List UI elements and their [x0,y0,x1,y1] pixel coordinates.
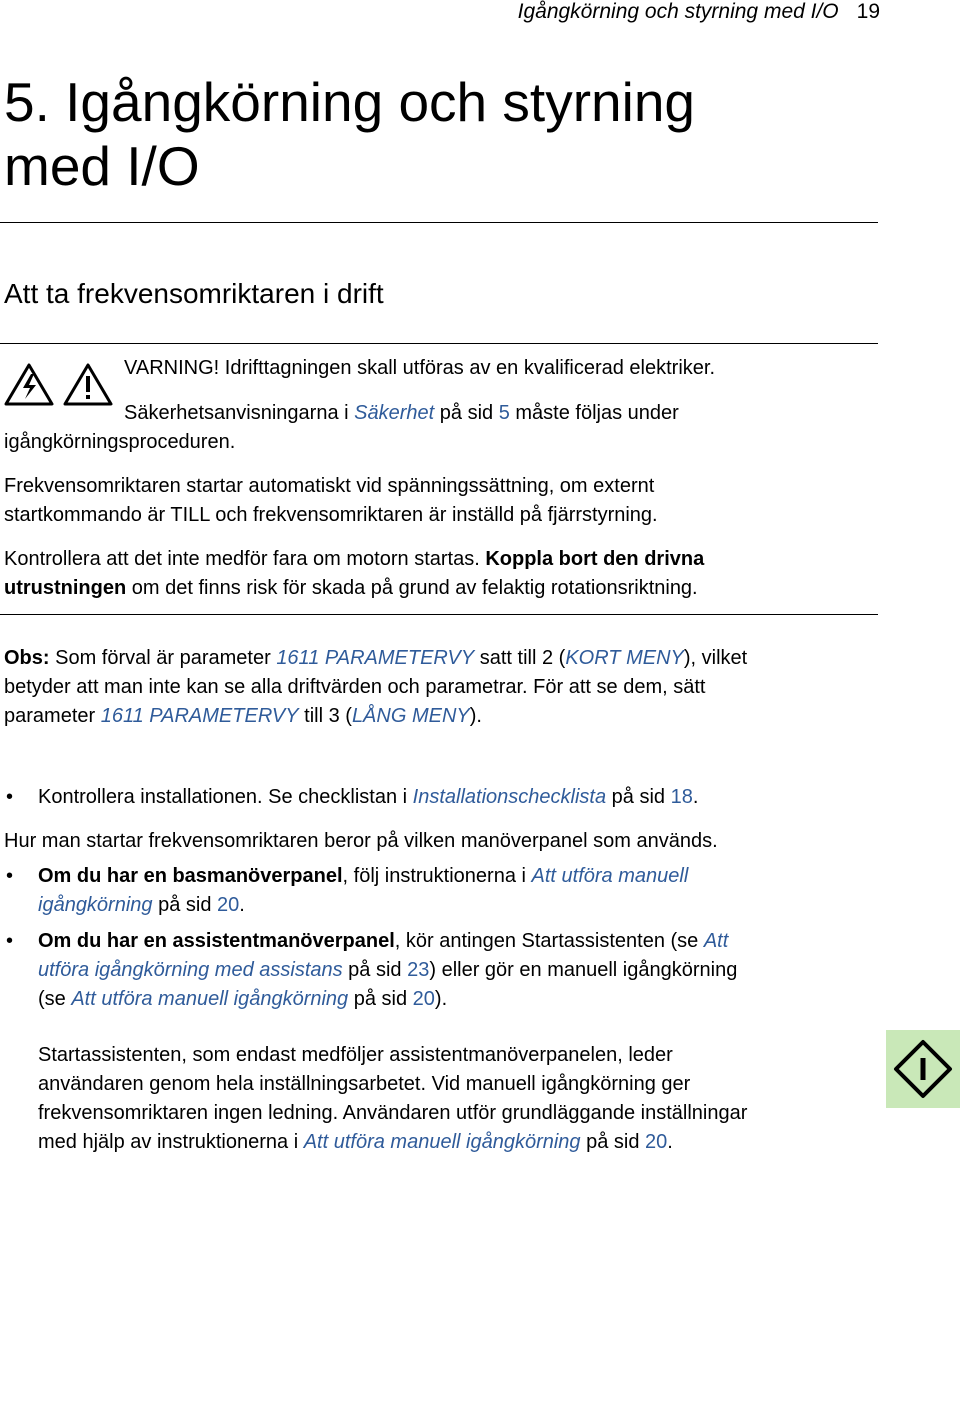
bullet-item-basic-panel: Om du har en basmanöverpanel, följ instruktionerna i Att utföra manuell igångkörning på sid 20. [38,865,689,916]
warning-icons [4,362,114,406]
link-installationschecklista[interactable]: Installationschecklista [412,786,607,808]
divider [0,614,878,615]
note-paragraph: Obs: Som förval är parameter 1611 PARAMETERVY satt till 2 (KORT MENY), vilket betyder att man inte kan se alla driftvärden och parametrar. För att se dem, sätt parameter 1611 PARAMETERVY till 3 (LÅNG MENY). [4,647,748,727]
page-ref-link[interactable]: 23 [407,959,430,981]
bullet-item-check-installation: Kontrollera installationen. Se checklistan i Installationschecklista på sid 18. [38,786,699,808]
link-igangkorning-assistans[interactable]: utföra igångkörning med assistans [38,959,343,981]
link-parameter-1611[interactable]: 1611 PARAMETERVY [100,705,299,727]
link-manuell-igangkorning[interactable]: Att utföra manuell [531,865,689,887]
page-ref-link[interactable]: 20 [645,1131,668,1153]
warning-paragraph-3: Kontrollera att det inte medför fara om motorn startas. Koppla bort den drivna utrustningen om det finns risk för skada på grund av felaktig rotationsriktning. [4,548,705,599]
intro-line: Hur man startar frekvensomriktaren beror på vilken manöverpanel som används. [4,830,718,852]
note-label: Obs: [4,647,50,669]
warning-line-2: Säkerhetsanvisningarna i Säkerhet på sid 5 måste följas under [124,402,679,424]
warning-line-3: igångkörningsproceduren. [4,431,236,453]
divider [0,222,878,223]
general-warning-icon [65,365,111,404]
link-lang-meny[interactable]: LÅNG MENY [351,705,470,727]
start-up-diamond-icon [886,1030,960,1108]
link-igangkorning-assistans[interactable]: Att [703,930,729,952]
chapter-side-tab [886,1030,960,1108]
bullet-symbol: • [6,865,14,887]
warning-line-1: VARNING! Idrifttagningen skall utföras av en kvalificerad elektriker. [124,357,716,379]
link-manuell-igangkorning[interactable]: Att utföra manuell igångkörning [71,988,349,1010]
bullet-item-assistant-panel: Om du har en assistentmanöverpanel, kör antingen Startassistenten (se Att utföra igångkörning med assistans på sid 23) eller gör en manuell igångkörning (se Att utföra manuell igångkörning på sid 20). [38,930,738,1010]
link-kort-meny[interactable]: KORT MENY [565,647,684,669]
link-sakerhet[interactable]: Säkerhet [354,402,435,424]
running-title: Igångkörning och styrning med I/O [517,0,839,23]
page-ref-link[interactable]: 20 [412,988,435,1010]
section-title: Att ta frekvensomriktaren i drift [4,278,384,309]
page-ref-link[interactable]: 18 [670,786,693,808]
electric-hazard-warning-icon [6,365,52,404]
page-ref-link[interactable]: 5 [498,402,510,424]
page-number: 19 [856,0,880,23]
link-manuell-igangkorning[interactable]: Att utföra manuell igångkörning [303,1131,581,1153]
link-manuell-igangkorning[interactable]: igångkörning [38,894,153,916]
divider [0,343,878,344]
page-ref-link[interactable]: 20 [217,894,240,916]
bullet-symbol: • [6,786,14,808]
chapter-title: 5. Igångkörning och styrning med I/O [4,71,695,197]
running-header [518,0,880,24]
warning-label: VARNING! [124,357,220,379]
warning-paragraph-2: Frekvensomriktaren startar automatiskt vid spänningssättning, om externt startkommando är TILL och frekvensomriktaren är inställd på fjärrstyrning. [4,475,658,526]
link-parameter-1611[interactable]: 1611 PARAMETERVY [276,647,475,669]
assistant-paragraph: Startassistenten, som endast medföljer assistentmanöverpanelen, leder användaren genom hela inställningsarbetet. Vid manuell igångkörning ger frekvensomriktaren ingen ledning. Användaren utför grundläggande inställningar med hjälp av instruktionerna i Att utföra manuell igångkörning på sid 20. [38,1044,748,1153]
bullet-symbol: • [6,930,14,952]
